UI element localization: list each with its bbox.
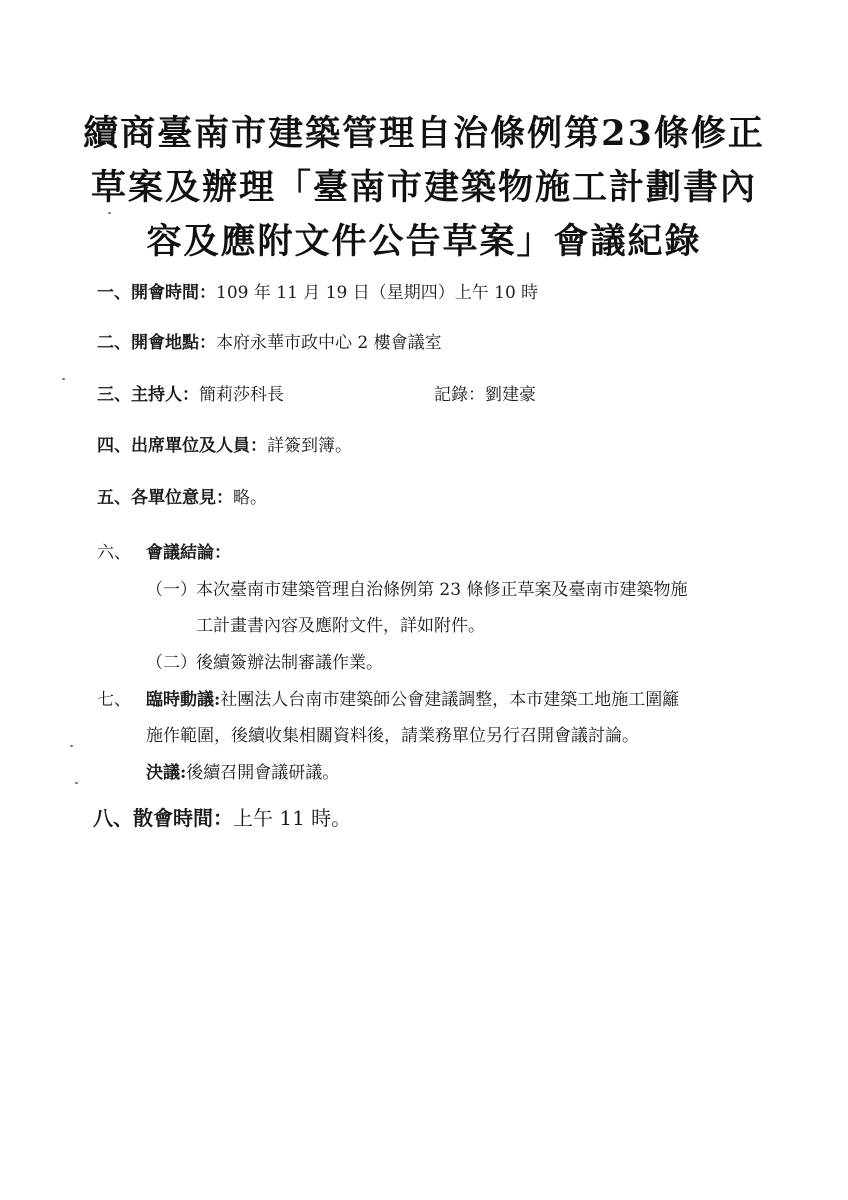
scan-speck xyxy=(70,745,73,747)
chair-value: 簡莉莎科長 xyxy=(199,385,284,405)
resolution-value: 後續召開會議研議。 xyxy=(186,763,340,783)
scan-speck xyxy=(62,378,65,380)
attendees-label: 四、出席單位及人員： xyxy=(97,436,267,456)
opinions-row xyxy=(97,486,267,510)
attendees-value: 詳簽到簿。 xyxy=(267,436,352,456)
meeting-time-value: 109 年 11 月 19 日（星期四）上午 10 時 xyxy=(216,283,539,303)
conclusion-number: 六、 xyxy=(97,543,131,563)
conclusion-point-1-line-2: 工計畫書內容及應附文件，詳如附件。 xyxy=(196,616,485,636)
opinions-value: 略。 xyxy=(233,488,267,508)
adjourn-value: 上午 11 時。 xyxy=(233,806,352,830)
meeting-place-value: 本府永華市政中心 2 樓會議室 xyxy=(216,333,442,353)
meeting-place-row xyxy=(97,331,442,355)
scan-speck xyxy=(108,212,111,214)
opinions-label: 五、各單位意見： xyxy=(97,488,233,508)
chair-label: 三、主持人： xyxy=(97,385,199,405)
motion-line-2: 施作範圍，後續收集相關資料後，請業務單位另行召開會議討論。 xyxy=(146,726,639,746)
resolution-row xyxy=(146,761,339,785)
adjourn-row xyxy=(93,806,351,830)
attendees-row xyxy=(97,434,352,458)
recorder: 記錄：劉建豪 xyxy=(434,385,536,405)
conclusion-point-2-label: （二） xyxy=(146,653,197,673)
scan-speck xyxy=(75,782,78,784)
conclusion-point-1-label: （一） xyxy=(146,580,197,600)
document-title-line-1: 續商臺南市建築管理自治條例第23條修正 xyxy=(83,113,765,154)
adjourn-label: 八、散會時間： xyxy=(93,806,233,830)
motion-number: 七、 xyxy=(97,690,131,710)
resolution-heading: 決議: xyxy=(146,763,187,783)
conclusion-point-2-line-1: 後續簽辦法制審議作業。 xyxy=(196,653,383,673)
chair-row xyxy=(97,383,284,407)
meeting-time-label: 一、開會時間： xyxy=(97,283,216,303)
motion-row xyxy=(146,688,679,712)
conclusion-heading: 會議結論： xyxy=(146,543,231,563)
meeting-place-label: 二、開會地點： xyxy=(97,333,216,353)
meeting-time-row xyxy=(97,281,538,305)
motion-line-1: 社團法人台南市建築師公會建議調整，本市建築工地施工圍籬 xyxy=(220,690,680,710)
document-title-line-3: 容及應附文件公告草案」會議紀錄 xyxy=(146,221,702,262)
conclusion-point-1-line-1: 本次臺南市建築管理自治條例第 23 條修正草案及臺南市建築物施 xyxy=(196,580,688,600)
motion-heading: 臨時動議: xyxy=(146,690,221,710)
document-title-line-2: 草案及辦理「臺南市建築物施工計劃書內 xyxy=(90,167,757,208)
